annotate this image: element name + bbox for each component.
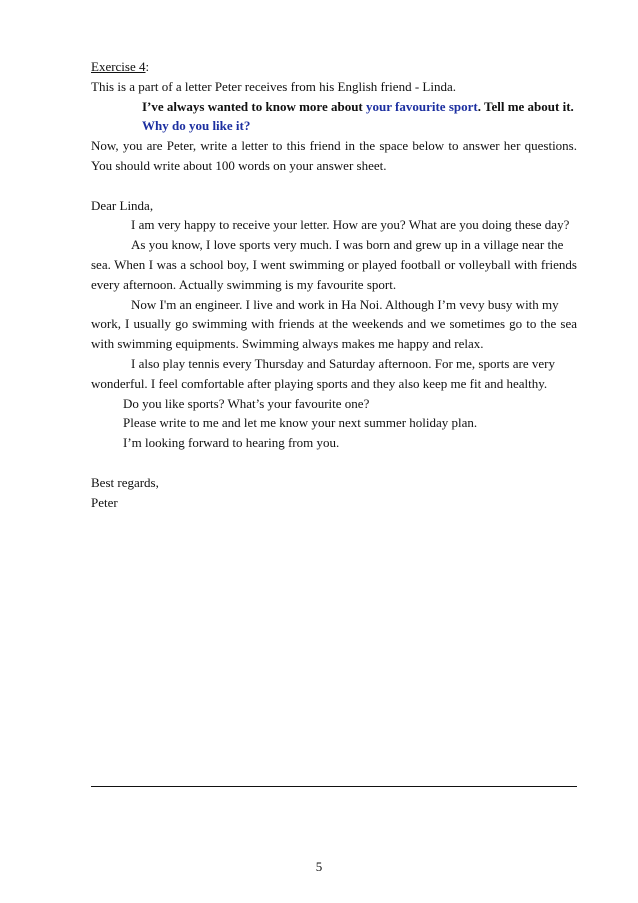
answer-divider-line (91, 786, 577, 787)
letter-paragraph-3-first-line: Now I'm an engineer. I live and work in Ha Noi. Although I’m vevy busy with my (131, 296, 559, 312)
quote-highlight: your favourite sport (366, 98, 478, 114)
letter-question-line: Do you like sports? What’s your favourite one? (123, 395, 370, 411)
letter-paragraph-1: I am very happy to receive your letter. How are you? What are you doing these day? (131, 217, 570, 233)
exercise-heading: Exercise 4: (91, 59, 150, 74)
letter-paragraph-4-first-line: I also play tennis every Thursday and Saturday afternoon. For me, sports are very (131, 355, 555, 371)
letter-closing-line: I’m looking forward to hearing from you. (123, 435, 340, 451)
letter-request-line: Please write to me and let me know your next summer holiday plan. (123, 415, 478, 431)
letter-signature: Peter (91, 494, 118, 510)
exercise-label: Exercise 4 (91, 59, 146, 74)
letter-paragraph-2-first-line: As you know, I love sports very much. I was born and grew up in a village near the (131, 237, 564, 253)
quoted-question-2: Why do you like it? (142, 118, 251, 134)
letter-paragraph-2-rest: sea. When I was a school boy, I went swimming or played football or volleyball with friends every afternoon. Actually swimming is my favourite sport. (91, 256, 577, 292)
letter-greeting: Dear Linda, (91, 197, 154, 213)
letter-sign-off: Best regards, (91, 474, 159, 490)
letter-paragraph-4-rest: wonderful. I feel comfortable after playing sports and they also keep me fit and healthy. (91, 375, 548, 391)
quoted-question-1: I’ve always wanted to know more about your favourite sport. Tell me about it. (142, 98, 574, 114)
exercise-intro: This is a part of a letter Peter receives from his English friend - Linda. (91, 78, 456, 94)
page-number: 5 (315, 859, 323, 874)
exercise-instruction: Now, you are Peter, write a letter to this friend in the space below to answer her questions. You should write about 100 words on your answer sheet. (91, 138, 577, 173)
document-page (91, 57, 577, 512)
letter-paragraph-3-rest: work, I usually go swimming with friends at the weekends and we sometimes go to the sea with swimming equipments. Swimming always makes me happy and relax. (91, 316, 577, 352)
